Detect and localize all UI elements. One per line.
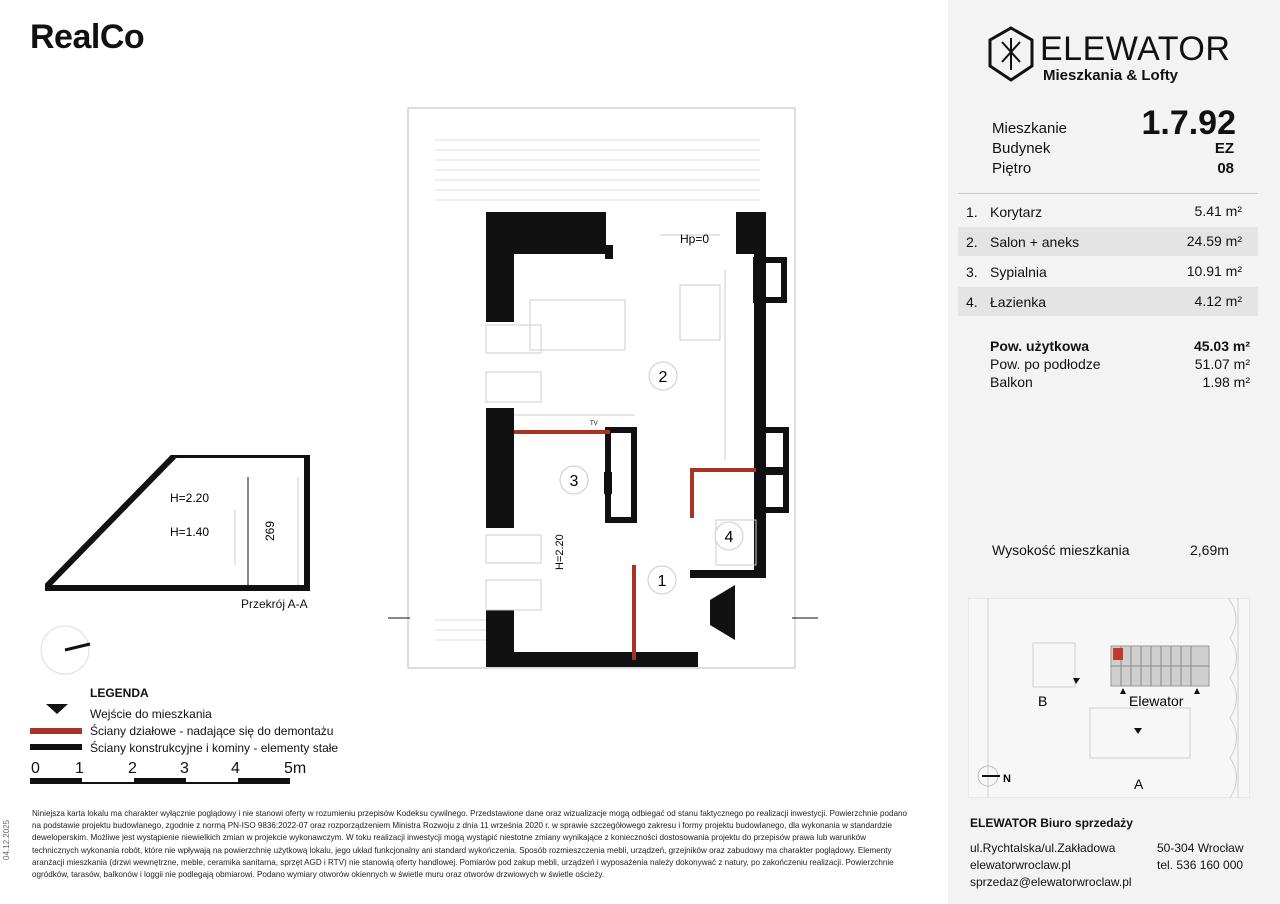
room-name: Sypialnia xyxy=(990,264,1047,280)
office-email-link[interactable]: sprzedaz@elewatorwroclaw.pl xyxy=(970,875,1132,889)
height-label: Wysokość mieszkania xyxy=(992,542,1130,558)
scale-bar xyxy=(30,776,310,786)
hp-label: Hp=0 xyxy=(680,232,710,246)
site-map xyxy=(968,598,1250,798)
company-logo: RealCo xyxy=(30,18,145,56)
room-number: 4. xyxy=(966,294,978,310)
apartment-number: 1.7.92 xyxy=(1141,104,1236,142)
compass-icon xyxy=(35,620,95,680)
room-number: 3. xyxy=(966,264,978,280)
scale-0: 0 xyxy=(31,760,40,777)
date-code: 04.12.2025 xyxy=(2,819,11,860)
office-phone[interactable]: tel. 536 160 000 xyxy=(1157,858,1244,872)
room-row xyxy=(958,197,1258,226)
room-label-3: 3 xyxy=(569,473,579,490)
brand-subtitle: Mieszkania & Lofty xyxy=(1043,67,1179,84)
legend-title: LEGENDA xyxy=(90,686,149,700)
room-name: Salon + aneks xyxy=(990,234,1080,250)
scale-1: 1 xyxy=(75,760,84,777)
room-number: 1. xyxy=(966,204,978,220)
room-label-4: 4 xyxy=(724,529,734,546)
room-name: Łazienka xyxy=(990,294,1047,310)
scale-4: 4 xyxy=(231,760,240,777)
room-area: 5.41 m² xyxy=(1194,203,1242,219)
section-h2: H=1.40 xyxy=(170,525,210,539)
office-title: ELEWATOR Biuro sprzedaży xyxy=(970,816,1133,830)
usable-area-label: Pow. użytkowa xyxy=(990,338,1090,354)
room-row xyxy=(958,257,1258,286)
building-value: EZ xyxy=(1214,140,1234,157)
floor-plan xyxy=(380,100,820,675)
room-label-1: 1 xyxy=(657,573,667,590)
section-drawing xyxy=(45,455,310,615)
usable-area-value: 45.03 m² xyxy=(1193,338,1250,354)
site-label-b: B xyxy=(1038,693,1048,709)
floor-label: Piętro xyxy=(992,160,1032,177)
room-row xyxy=(958,287,1258,316)
apartment-label: Mieszkanie xyxy=(992,120,1068,137)
building-label: Budynek xyxy=(992,140,1051,157)
scale-3: 3 xyxy=(180,760,189,777)
room-area: 10.91 m² xyxy=(1186,263,1242,279)
divider xyxy=(958,193,1258,194)
office-web-link[interactable]: elewatorwroclaw.pl xyxy=(970,858,1071,872)
room-area: 24.59 m² xyxy=(1186,233,1242,249)
room-label-2: 2 xyxy=(658,369,668,386)
tv-label: TV xyxy=(590,421,598,427)
site-label-elewator: Elewator xyxy=(1129,693,1184,709)
legend-entrance: Wejście do mieszkania xyxy=(90,707,212,721)
section-h1: H=2.20 xyxy=(170,491,210,505)
section-caption: Przekrój A-A xyxy=(241,597,308,611)
site-label-a: A xyxy=(1134,776,1144,792)
height-value: 2,69m xyxy=(1190,542,1229,558)
disclaimer-text: Niniejsza karta lokalu ma charakter wyłącznie poglądowy i nie stanowi oferty w rozumieniu przepisów Kodeksu cywilnego. Przedstawione dane oraz wizualizacje mogą odbiegać od stanu faktycznego po realizacji inwestycji. Powierzchnie podano na podstawie projektu budowlanego, zgodnie z normą PN-ISO 9836:2022-07 oraz rozporządzeniem Ministra Rozwoju z dnia 11 września 2020 r. w sprawie szczegółowego zakresu i formy projektu budowlanego, dla wykonania w standardzie deweloperskim. Możliwe jest wystąpienie niewielkich zmian w projekcie wykonawczym. W toku realizacji inwestycji mogą wystąpić niestotne zmiany wynikające z konieczności dostosowania projektu do przepisów prawa lub warunków technicznych wykonania robót, które nie wpływają na powierzchnię użytkową lokalu, jego układ funkcjonalny ani standard wykończenia. Sposób rozmieszczenia mebli, urządzeń, grzejników oraz zabudowy ma charakter poglądowy. Elementy aranżacji mieszkania (drzwi wewnętrzne, meble, ceramika sanitarna, sprzęt AGD i RTV) nie stanowią oferty handlowej. Pomiarów pod zakup mebli, urządzeń i wyposażenia należy dokonywać z natury, po zakończeniu realizacji. Powierzchnie ogródków, tarasów, balkonów i loggii nie podlegają obmiarowi. Podano wymiary otworów okiennych w świetle muru oraz otworów drzwiowych w świetle ościeży. xyxy=(32,809,908,880)
legend-structural: Ściany konstrukcyjne i kominy - elementy stałe xyxy=(90,741,339,755)
north-label: N xyxy=(1003,773,1011,785)
scale-5: 5m xyxy=(284,760,307,777)
height-label: H=2.20 xyxy=(554,534,566,570)
room-row xyxy=(958,227,1258,256)
legend-demolish: Ściany działowe - nadające się do demontażu xyxy=(90,724,334,738)
legend-structural-swatch xyxy=(30,744,82,750)
entrance-icon xyxy=(46,704,68,716)
balcony-label: Balkon xyxy=(990,374,1033,390)
section-dim: 269 xyxy=(263,520,277,541)
brand-name: ELEWATOR xyxy=(1040,30,1231,68)
floor-area-label: Pow. po podłodze xyxy=(990,356,1101,372)
scale-2: 2 xyxy=(128,760,137,777)
office-street: ul.Rychtalska/ul.Zakładowa xyxy=(970,841,1116,855)
floor-value: 08 xyxy=(1217,160,1234,177)
room-name: Korytarz xyxy=(990,204,1043,220)
floor-area-value: 51.07 m² xyxy=(1194,356,1250,372)
room-number: 2. xyxy=(966,234,978,250)
elewator-logo-icon xyxy=(988,26,1034,82)
legend-demolish-swatch xyxy=(30,728,82,734)
office-city: 50-304 Wrocław xyxy=(1157,841,1244,855)
room-area: 4.12 m² xyxy=(1194,293,1242,309)
balcony-value: 1.98 m² xyxy=(1202,374,1250,390)
